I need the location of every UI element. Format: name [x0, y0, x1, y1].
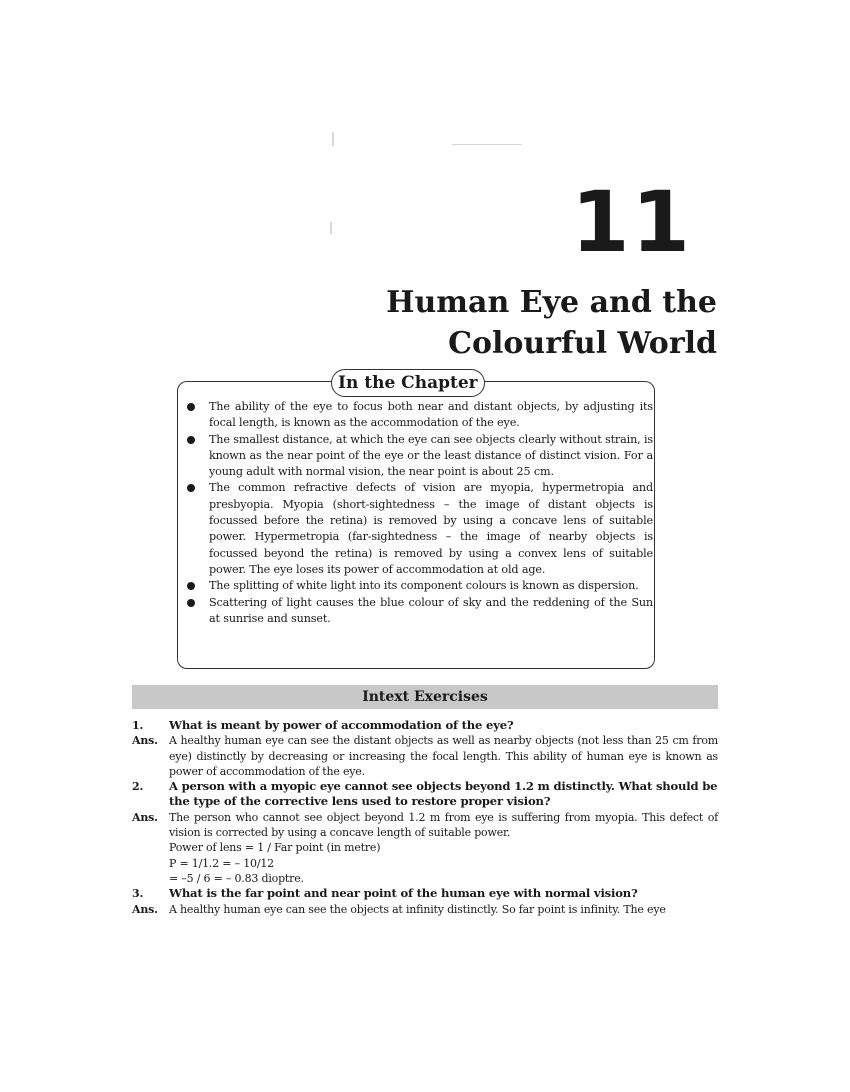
answer-text: A healthy human eye can see the distant objects as well as nearby objects (not less than 25 cm from eye) distinctly by decreasing or increasing the focal length. This ability of human eye is known as power of accommodation of the eye. — [169, 734, 718, 778]
list-item-text: The ability of the eye to focus both near and distant objects, by adjusting its focal length, is known as the accommodation of the eye. — [209, 400, 653, 430]
question-text: A person with a myopic eye cannot see objects beyond 1.2 m distinctly. What should be the type of the corrective lens used to restore proper vision? — [169, 779, 718, 809]
list-item-text: The common refractive defects of vision are myopia, hypermetropia and presbyopia. Myopia (short-sightedness – the image of distant objects is focussed before the retina) is removed by using a concave lens of suitable power. Hypermetropia (far-sightedness – the image of nearby objects is focussed beyond the retina) is removed by using a convex lens of suitable power. The eye loses its power of accommodation at old age. — [209, 481, 653, 576]
intext-exercises-heading: Intext Exercises — [132, 685, 718, 709]
answer-row — [132, 902, 718, 917]
question-row — [132, 779, 718, 810]
formula-line: Power of lens = 1 / Far point (in metre) — [169, 841, 381, 855]
in-the-chapter-heading: In the Chapter — [331, 369, 485, 397]
answer-text: A healthy human eye can see the objects at infinity distinctly. So far point is infinity. The eye — [169, 902, 666, 916]
answer-row — [132, 733, 718, 779]
chapter-title — [386, 282, 717, 364]
answer-label: Ans. — [132, 902, 158, 916]
question-row — [132, 886, 718, 901]
formula-line: P = 1/1.2 = – 10/12 — [169, 856, 274, 870]
answer-row — [132, 810, 718, 886]
list-item — [187, 399, 653, 432]
scan-artifact — [332, 132, 334, 146]
question-text: What is meant by power of accommodation of the eye? — [169, 718, 514, 732]
chapter-summary-list — [187, 399, 653, 627]
list-item — [187, 578, 653, 594]
intext-exercises — [132, 718, 718, 917]
question-row — [132, 718, 718, 733]
list-item-text: The splitting of white light into its component colours is known as dispersion. — [209, 579, 639, 593]
list-item — [187, 595, 653, 628]
bullet-icon — [187, 599, 195, 607]
chapter-title-line-1: Human Eye and the — [386, 285, 717, 320]
list-item-text: Scattering of light causes the blue colour of sky and the reddening of the Sun at sunrise and sunset. — [209, 595, 653, 625]
answer-label: Ans. — [132, 810, 158, 824]
answer-label: Ans. — [132, 734, 158, 748]
answer-text: The person who cannot see object beyond 1.2 m from eye is suffering from myopia. This defect of vision is corrected by using a concave length of suitable power. — [169, 810, 718, 840]
list-item-text: The smallest distance, at which the eye can see objects clearly without strain, is known as the near point of the eye or the least distance of distinct vision. For a young adult with normal vision, the near point is about 25 cm. — [209, 432, 653, 479]
question-number: 2. — [132, 780, 144, 794]
question-text: What is the far point and near point of the human eye with normal vision? — [169, 886, 638, 901]
scan-artifact — [452, 144, 522, 145]
bullet-icon — [187, 582, 195, 590]
bullet-icon — [187, 436, 195, 444]
bullet-icon — [187, 403, 195, 411]
chapter-title-line-2: Colourful World — [448, 326, 717, 361]
formula-line: = –5 / 6 = – 0.83 dioptre. — [169, 871, 304, 885]
scan-artifact — [330, 222, 332, 234]
list-item — [187, 432, 653, 481]
list-item — [187, 480, 653, 578]
question-number: 1. — [132, 719, 144, 732]
question-number: 3. — [132, 887, 144, 901]
bullet-icon — [187, 484, 195, 492]
chapter-number: 11 — [571, 173, 692, 271]
